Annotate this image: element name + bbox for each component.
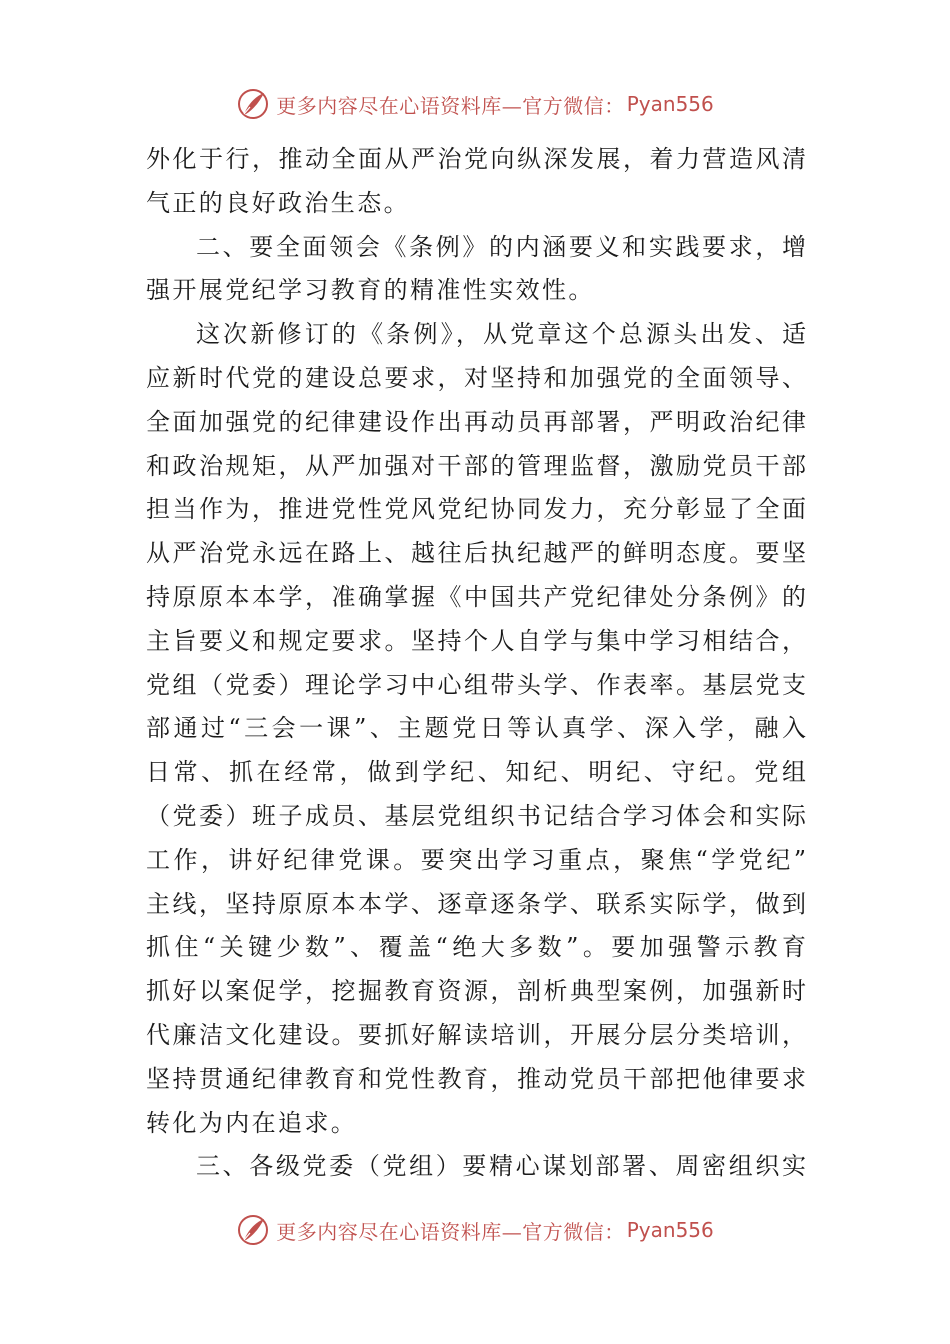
body-line-24: 三、各级党委（党组）要精心谋划部署、周密组织实: [196, 1152, 806, 1181]
body-line-18: 主线，坚持原原本本学、逐章逐条学、联系实际学，做到: [146, 889, 806, 918]
body-line-14: 部通过“三会一课”、主题党日等认真学、深入学，融入: [146, 714, 806, 743]
body-line-15: 日常、抓在经常，做到学纪、知纪、明纪、守纪。党组: [146, 758, 806, 787]
body-line-19: 抓住“关键少数”、覆盖“绝大多数”。要加强警示教育: [146, 933, 806, 962]
footer-banner-text: 更多内容尽在心语资料库—官方微信：: [276, 1219, 625, 1244]
body-line-16: （党委）班子成员、基层党组织书记结合学习体会和实际: [146, 801, 806, 830]
body-line-1: 外化于行，推动全面从严治党向纵深发展，着力营造风清: [146, 145, 806, 173]
header-banner: [0, 84, 950, 124]
body-line-3: 二、要全面领会《条例》的内涵要义和实践要求，增: [196, 232, 806, 261]
body-line-8: 和政治规矩，从严加强对干部的管理监督，激励党员干部: [146, 451, 806, 480]
body-line-22: 坚持贯通纪律教育和党性教育，推动党员干部把他律要求: [146, 1064, 806, 1093]
header-wechat-id: Pyan556: [626, 92, 714, 116]
body-line-4: 强开展党纪学习教育的精准性实效性。: [146, 276, 595, 305]
body-line-5: 这次新修订的《条例》，从党章这个总源头出发、适: [196, 320, 806, 349]
body-line-2: 气正的良好政治生态。: [146, 188, 410, 217]
body-line-17: 工作，讲好纪律党课。要突出学习重点，聚焦“学党纪”: [146, 845, 806, 874]
body-line-11: 持原原本本学，准确掌握《中国共产党纪律处分条例》的: [146, 582, 806, 611]
body-line-21: 代廉洁文化建设。要抓好解读培训，开展分层分类培训，: [146, 1020, 806, 1049]
body-line-13: 党组（党委）理论学习中心组带头学、作表率。基层党支: [146, 670, 806, 699]
body-line-23: 转化为内在追求。: [146, 1108, 358, 1137]
body-line-10: 从严治党永远在路上、越往后执纪越严的鲜明态度。要坚: [146, 539, 806, 568]
body-line-20: 抓好以案促学，挖掘教育资源，剖析典型案例，加强新时: [146, 977, 806, 1006]
quill-pen-icon: [236, 87, 270, 121]
header-banner-text: 更多内容尽在心语资料库—官方微信：: [276, 93, 625, 118]
footer-wechat-id: Pyan556: [626, 1218, 714, 1242]
document-body: [146, 138, 806, 1189]
footer-banner: [0, 1210, 950, 1250]
body-line-9: 担当作为，推进党性党风党纪协同发力，充分彰显了全面: [146, 495, 806, 524]
body-line-12: 主旨要义和规定要求。坚持个人自学与集中学习相结合，: [146, 626, 806, 655]
body-line-6: 应新时代党的建设总要求，对坚持和加强党的全面领导、: [146, 363, 806, 392]
body-line-7: 全面加强党的纪律建设作出再动员再部署，严明政治纪律: [146, 407, 806, 436]
quill-pen-icon: [236, 1213, 270, 1247]
